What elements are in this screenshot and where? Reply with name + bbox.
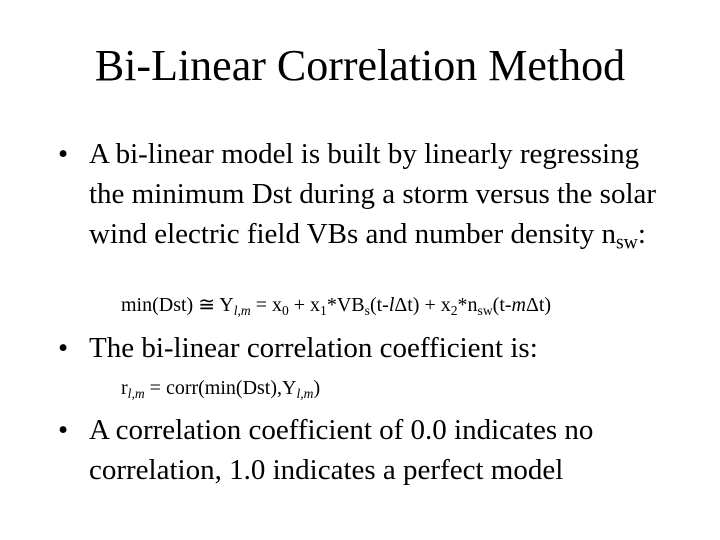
formula-text: Δt) — [526, 294, 552, 316]
formula-text: *VB — [326, 294, 365, 316]
formula-text: = corr(min(Dst),Y — [144, 377, 297, 399]
subscript: l,m — [127, 385, 145, 401]
formula-text: (t- — [369, 294, 389, 316]
formula-text: min(Dst) ≅ Y — [121, 294, 234, 316]
formula-bilinear-model — [121, 292, 551, 318]
bullet-text-main: A bi-linear model is built by linearly regressing the minimum Dst during a storm versus the solar wind electric field VBs and number density n — [89, 138, 657, 250]
bullet-text: A correlation coefficient of 0.0 indicates no correlation, 1.0 indicates a perfect model — [89, 414, 594, 486]
bullet-text — [58, 134, 678, 254]
subscript: sw — [477, 302, 493, 318]
formula-variable: m — [511, 294, 526, 316]
subscript: sw — [615, 231, 638, 254]
formula-text: *n — [457, 294, 478, 316]
subscript: 0 — [281, 302, 289, 318]
subscript: l,m — [233, 302, 251, 318]
subscript: 2 — [450, 302, 458, 318]
subscript: l,m — [296, 385, 314, 401]
bullet-text-tail: : — [637, 218, 646, 250]
formula-variable: l — [388, 294, 395, 316]
bullet-dot: • — [58, 138, 69, 170]
formula-text: (t- — [492, 294, 512, 316]
formula-text: ) — [313, 377, 321, 399]
subscript: 1 — [320, 302, 327, 318]
bullet-dot: • — [58, 414, 69, 446]
formula-text: + x — [288, 294, 321, 316]
slide-title: Bi-Linear Correlation Method — [94, 41, 626, 90]
bullet-dot: • — [58, 332, 69, 364]
bullet-item — [58, 410, 678, 490]
subscript: s — [364, 302, 370, 318]
formula-text: r — [121, 377, 128, 399]
formula-text: = x — [250, 294, 282, 316]
bullet-item — [58, 134, 678, 254]
bullet-text: The bi-linear correlation coefficient is: — [89, 332, 538, 364]
formula-text: Δt) + x — [394, 294, 451, 316]
formula-correlation-coefficient — [121, 375, 320, 401]
bullet-item — [58, 328, 678, 368]
